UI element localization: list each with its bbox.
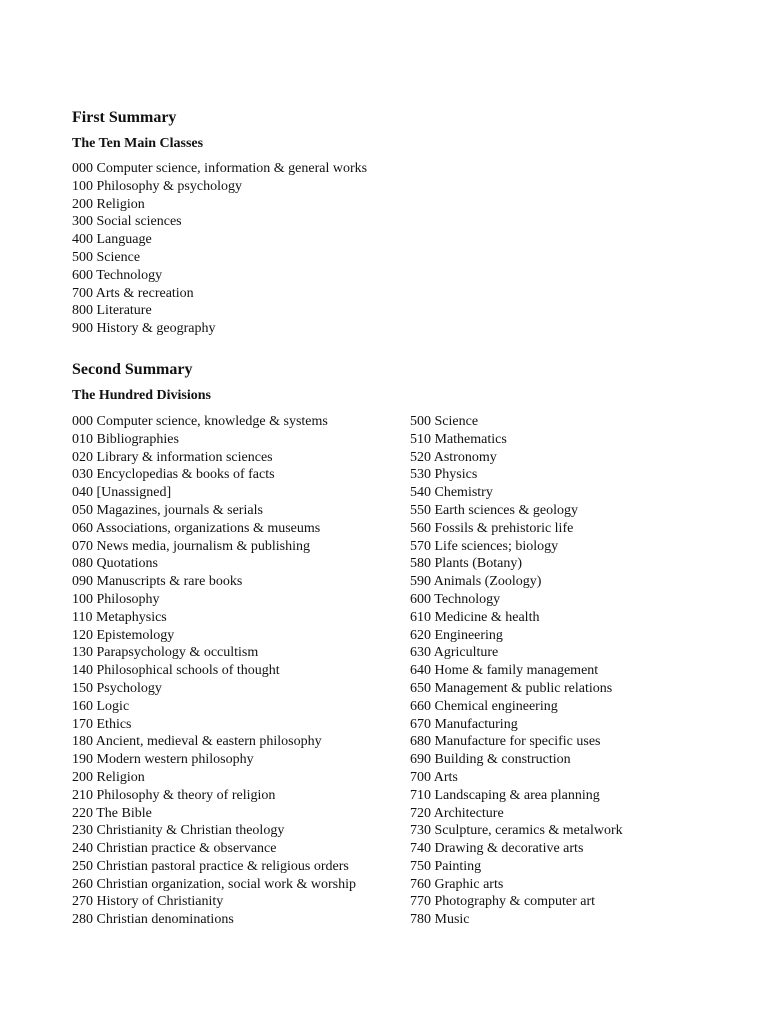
divisions-list-left — [72, 413, 410, 929]
main-class-item: 000 Computer science, information & general works — [72, 161, 368, 176]
division-item: 160 Logic — [72, 698, 130, 714]
division-item: 780 Music — [410, 912, 470, 928]
second-summary-subheading: The Hundred Divisions — [72, 387, 212, 403]
division-item: 180 Ancient, medieval & eastern philosophy — [72, 734, 322, 750]
division-item: 110 Metaphysics — [72, 609, 167, 625]
main-class-item: 100 Philosophy & psychology — [72, 178, 242, 194]
document-page — [72, 106, 712, 929]
division-item: 660 Chemical engineering — [410, 698, 558, 714]
division-item: 200 Religion — [72, 769, 145, 785]
division-item: 510 Mathematics — [410, 431, 507, 447]
division-item: 670 Manufacturing — [410, 716, 518, 732]
main-class-item: 900 History & geography — [72, 321, 216, 337]
division-item: 640 Home & family management — [410, 663, 599, 679]
main-class-item: 500 Science — [72, 249, 141, 265]
division-item: 220 The Bible — [72, 805, 152, 821]
main-class-item: 200 Religion — [72, 196, 145, 212]
division-item: 680 Manufacture for specific uses — [410, 734, 601, 750]
division-item: 760 Graphic arts — [410, 876, 504, 892]
division-item: 260 Christian organization, social work & worship — [72, 876, 356, 892]
division-item: 570 Life sciences; biology — [410, 538, 559, 554]
divisions-list-right — [410, 413, 710, 929]
division-item: 580 Plants (Botany) — [410, 556, 522, 572]
division-item: 590 Animals (Zoology) — [410, 574, 542, 590]
division-item: 740 Drawing & decorative arts — [410, 841, 584, 857]
division-item: 070 News media, journalism & publishing — [72, 538, 310, 554]
division-item: 140 Philosophical schools of thought — [72, 663, 280, 679]
division-item: 270 History of Christianity — [72, 894, 224, 910]
division-item: 000 Computer science, knowledge & systems — [72, 413, 328, 429]
main-class-item: 700 Arts & recreation — [72, 285, 194, 301]
division-item: 050 Magazines, journals & serials — [72, 502, 263, 518]
division-item: 550 Earth sciences & geology — [410, 502, 578, 518]
main-class-item: 400 Language — [72, 232, 152, 248]
second-summary-heading: Second Summary — [72, 360, 193, 378]
division-item: 520 Astronomy — [410, 449, 497, 465]
division-item: 210 Philosophy & theory of religion — [72, 787, 276, 803]
main-classes-list — [72, 160, 712, 338]
division-item: 600 Technology — [410, 591, 501, 607]
division-item: 240 Christian practice & observance — [72, 841, 277, 857]
division-item: 090 Manuscripts & rare books — [72, 574, 243, 590]
first-summary-heading: First Summary — [72, 109, 177, 126]
division-item: 650 Management & public relations — [410, 680, 613, 696]
division-item: 530 Physics — [410, 467, 478, 483]
division-item: 540 Chemistry — [410, 485, 493, 501]
division-item: 030 Encyclopedias & books of facts — [72, 467, 275, 483]
division-item: 750 Painting — [410, 858, 482, 874]
division-item: 720 Architecture — [410, 805, 504, 821]
division-item: 610 Medicine & health — [410, 609, 540, 625]
division-item: 020 Library & information sciences — [72, 449, 273, 465]
first-summary-subheading: The Ten Main Classes — [72, 136, 204, 151]
division-item: 500 Science — [410, 413, 479, 429]
division-item: 560 Fossils & prehistoric life — [410, 520, 574, 536]
division-item: 010 Bibliographies — [72, 431, 179, 447]
main-class-item: 800 Literature — [72, 303, 152, 319]
division-item: 710 Landscaping & area planning — [410, 787, 600, 803]
division-item: 280 Christian denominations — [72, 912, 234, 928]
division-item: 630 Agriculture — [410, 645, 499, 661]
division-item: 170 Ethics — [72, 716, 132, 732]
division-item: 690 Building & construction — [410, 752, 571, 768]
division-item: 230 Christianity & Christian theology — [72, 823, 285, 839]
division-item: 700 Arts — [410, 769, 458, 785]
main-class-item: 300 Social sciences — [72, 214, 182, 230]
division-item: 150 Psychology — [72, 680, 162, 696]
division-item: 190 Modern western philosophy — [72, 752, 254, 768]
main-class-item: 600 Technology — [72, 267, 163, 283]
division-item: 130 Parapsychology & occultism — [72, 645, 259, 661]
division-item: 080 Quotations — [72, 556, 158, 572]
division-item: 120 Epistemology — [72, 627, 175, 643]
divisions-columns — [72, 413, 712, 929]
division-item: 730 Sculpture, ceramics & metalwork — [410, 823, 623, 839]
division-item: 040 [Unassigned] — [72, 485, 172, 501]
division-item: 100 Philosophy — [72, 591, 160, 607]
division-item: 770 Photography & computer art — [410, 894, 596, 910]
division-item: 060 Associations, organizations & museums — [72, 520, 321, 536]
division-item: 620 Engineering — [410, 627, 503, 643]
division-item: 250 Christian pastoral practice & religious orders — [72, 858, 349, 874]
